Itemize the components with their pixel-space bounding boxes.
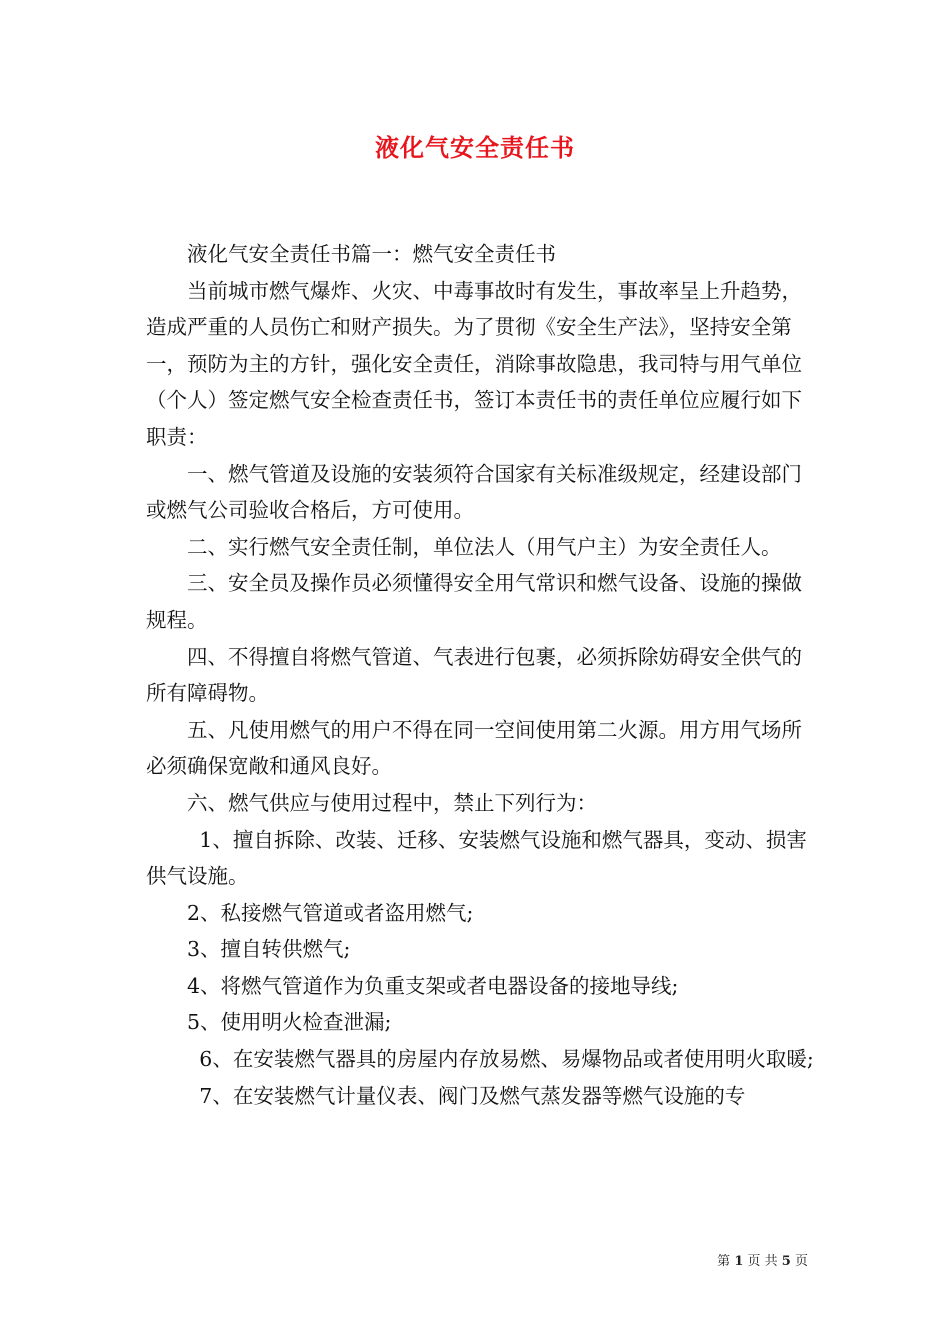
prohibited-item-2: 2、私接燃气管道或者盗用燃气; (187, 900, 474, 925)
clause-1: 一、燃气管道及设施的安装须符合国家有关标准级规定，经建设部门或燃气公司验收合格后，方可使用。 (146, 461, 802, 523)
section-heading: 液化气安全责任书篇一：燃气安全责任书 (187, 242, 556, 266)
footer-middle: 页 共 (747, 1254, 778, 1269)
clause-4: 四、不得擅自将燃气管道、气表进行包裹，必须拆除妨碍安全供气的所有障碍物。 (146, 644, 802, 706)
footer-prefix: 第 (717, 1254, 731, 1269)
clause-3: 三、安全员及操作员必须懂得安全用气常识和燃气设备、设施的操做规程。 (146, 571, 802, 632)
page-title: 液化气安全责任书 (375, 133, 575, 162)
clause-2: 二、实行燃气安全责任制，单位法人（用气户主）为安全责任人。 (187, 534, 782, 559)
clause-6: 六、燃气供应与使用过程中，禁止下列行为： (187, 790, 597, 815)
prohibited-item-1: 1、擅自拆除、改装、迁移、安装燃气设施和燃气器具，变动、损害供气设施。 (146, 827, 807, 889)
prohibited-item-5: 5、使用明火检查泄漏; (187, 1010, 392, 1035)
prohibited-item-6: 6、在安装燃气器具的房屋内存放易燃、易爆物品或者使用明火取暖; (199, 1047, 814, 1072)
prohibited-item-3: 3、擅自转供燃气; (187, 937, 351, 962)
footer-suffix: 页 (794, 1254, 808, 1269)
current-page-number: 1 (734, 1254, 744, 1269)
document-body (146, 236, 814, 1114)
prohibited-item-7: 7、在安装燃气计量仪表、阀门及燃气蒸发器等燃气设施的专 (199, 1083, 746, 1108)
clause-5: 五、凡使用燃气的用户不得在同一空间使用第二火源。用方用气场所必须确保宽敞和通风良好。 (146, 717, 802, 779)
prohibited-item-4: 4、将燃气管道作为负重支架或者电器设备的接地导线; (187, 973, 679, 998)
page-number-footer (717, 1250, 808, 1269)
total-pages-number: 5 (781, 1254, 791, 1269)
intro-paragraph: 当前城市燃气爆炸、火灾、中毒事故时有发生，事故率呈上升趋势，造成严重的人员伤亡和财产损失。为了贯彻《安全生产法》，坚持安全第一，预防为主的方针，强化安全责任，消除事故隐患，我司特与用气单位（个人）签定燃气安全检查责任书，签订本责任书的责任单位应履行如下职责： (146, 278, 802, 449)
